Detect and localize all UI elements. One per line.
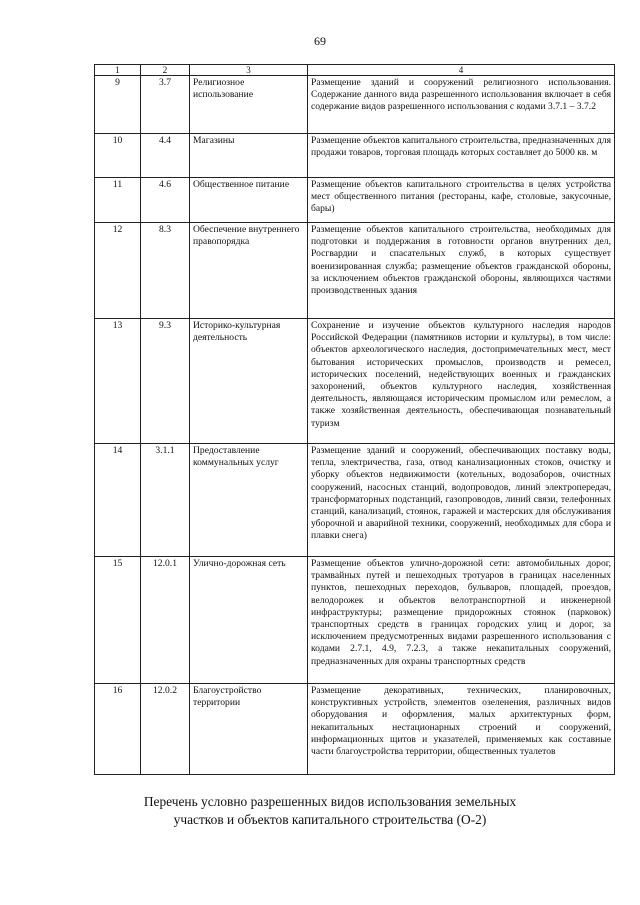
row-description: Размещение зданий и сооружений религиозного использования. Содержание данного вида разрешенного использования включает в себя содержание видов разрешенного использования с кодами 3.7.1 – 3.7.2 [308,76,615,134]
row-code: 4.6 [141,178,190,223]
row-description: Сохранение и изучение объектов культурного наследия народов Российской Федерации (памятников истории и культуры), в том числе: объектов археологического наследия, достопримечательных мест, мест бытования исторических промыслов, производств и ремесел, исторических поселений, недействующих военных и гражданских захоронений, объектов культурного наследия, хозяйственная деятельность, являющаяся историческим промыслом или ремеслом, а также хозяйственная деятельность, обеспечивающая познавательный туризм [308,319,615,444]
row-number: 15 [95,557,141,684]
row-description: Размещение объектов капитального строительства, необходимых для подготовки и поддержания в готовности органов внутренних дел, Росгвардии и спасательных служб, в которых существует военизированная служба; размещение объектов гражданской обороны, за исключением объектов гражданской обороны, являющихся частями производственных здания [308,223,615,319]
table-row [95,444,615,557]
row-number: 11 [95,178,141,223]
row-code: 3.7 [141,76,190,134]
table-row [95,684,615,775]
row-description: Размещение зданий и сооружений, обеспечивающих поставку воды, тепла, электричества, газа, отвод канализационных стоков, очистку и уборку объектов недвижимости (котельных, водозаборов, очистных сооружений, насосных станций, водопроводов, линий электропередач, трансформаторных подстанций, газопроводов, линий связи, телефонных станций, канализаций, стоянок, гаражей и мастерских для обслуживания уборочной и аварийной техники, сооружений, необходимых для сбора и плавки снега) [308,444,615,557]
row-code: 12.0.2 [141,684,190,775]
row-code: 3.1.1 [141,444,190,557]
row-name: Религиозное использование [190,76,308,134]
heading-line-2: участков и объектов капитального строительства (О-2) [173,812,487,827]
row-number: 9 [95,76,141,134]
header-col-1: 1 [95,65,141,76]
row-number: 13 [95,319,141,444]
row-code: 9.3 [141,319,190,444]
row-code: 8.3 [141,223,190,319]
header-col-2: 2 [141,65,190,76]
page-number: 69 [314,34,326,48]
row-code: 12.0.1 [141,557,190,684]
table-body [95,76,615,775]
row-description: Размещение объектов капитального строительства, предназначенных для продажи товаров, торговая площадь которых составляет до 5000 кв. м [308,134,615,178]
row-description: Размещение декоративных, технических, планировочных, конструктивных устройств, элементов озеленения, различных видов оборудования и оформления, малых архитектурных форм, некапитальных нестационарных строений и сооружений, информационных щитов и указателей, применяемых как составные части благоустройства территории, общественных туалетов [308,684,615,775]
row-number: 12 [95,223,141,319]
row-number: 14 [95,444,141,557]
row-number: 16 [95,684,141,775]
row-name: Предоставление коммунальных услуг [190,444,308,557]
row-name: Обеспечение внутреннего правопорядка [190,223,308,319]
table-row [95,178,615,223]
heading-line-1: Перечень условно разрешенных видов использования земельных [143,794,517,809]
table-header-row [95,65,615,76]
row-description: Размещение объектов капитального строительства в целях устройства мест общественного питания (рестораны, кафе, столовые, закусочные, бары) [308,178,615,223]
table-row [95,557,615,684]
table-row [95,76,615,134]
table-row [95,319,615,444]
row-description: Размещение объектов улично-дорожной сети: автомобильных дорог, трамвайных путей и пешеходных тротуаров в границах населенных пунктов, пешеходных переходов, бульваров, площадей, проездов, велодорожек и объектов велотранспортной и инженерной инфраструктуры; размещение придорожных стоянок (парковок) транспортных средств в границах городских улиц и дорог, за исключением предусмотренных видами разрешенного использования с кодами 2.7.1, 4.9, 7.2.3, а также некапитальных сооружений, предназначенных для охраны транспортных средств [308,557,615,684]
section-heading [60,793,600,829]
row-name: Общественное питание [190,178,308,223]
row-number: 10 [95,134,141,178]
table-row [95,223,615,319]
row-name: Магазины [190,134,308,178]
header-col-4: 4 [308,65,615,76]
row-code: 4.4 [141,134,190,178]
table-row [95,134,615,178]
row-name: Историко-культурная деятельность [190,319,308,444]
row-name: Улично-дорожная сеть [190,557,308,684]
row-name: Благоустройство территории [190,684,308,775]
land-use-table [94,64,615,775]
header-col-3: 3 [190,65,308,76]
